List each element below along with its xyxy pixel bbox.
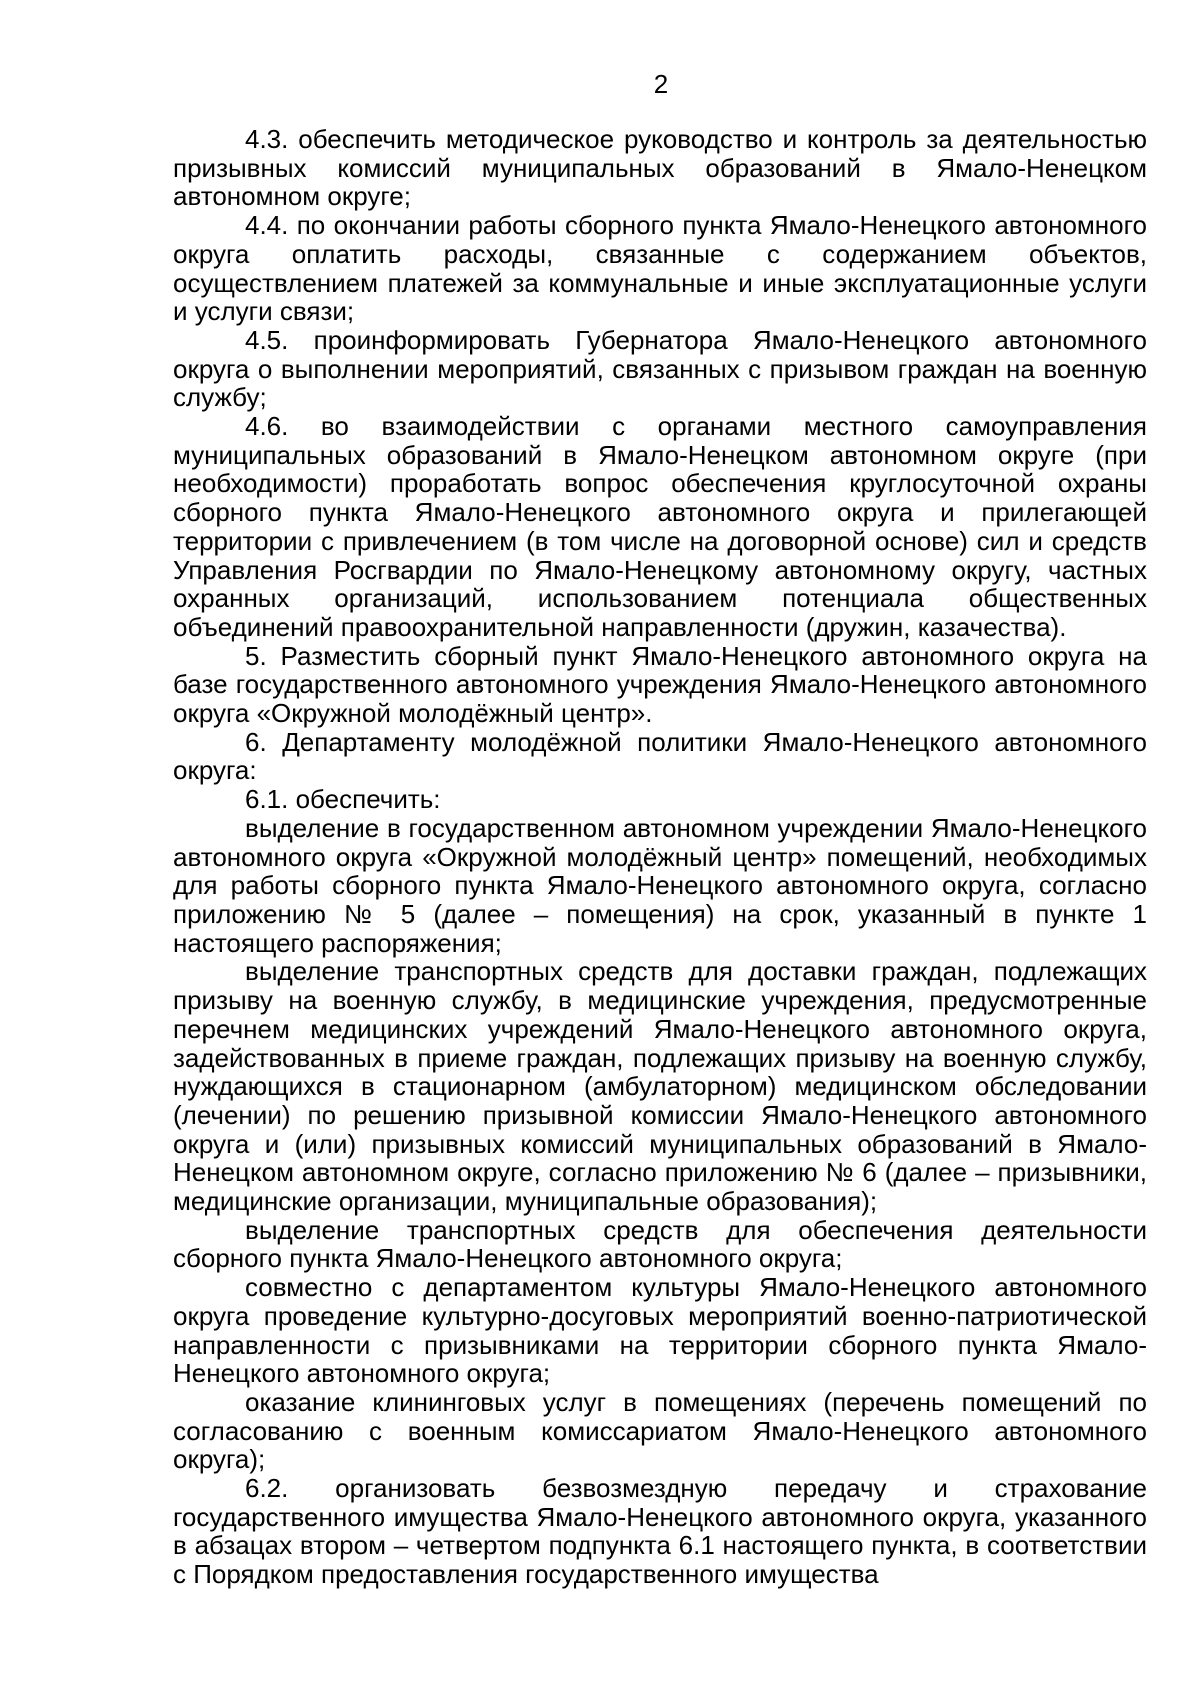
paragraph-5: 5. Разместить сборный пункт Ямало-Ненецкого автономного округа на базе государственного автономного учреждения Ямало-Ненецкого автономного округа «Окружной молодёжный центр». [173,640,1147,729]
paragraph-6-1-cleaning: оказание клининговых услуг в помещениях (перечень помещений по согласованию с военным комиссариатом Ямало-Ненецкого автономного округа); [173,1386,1147,1475]
paragraph-4-4: 4.4. по окончании работы сборного пункта Ямало-Ненецкого автономного округа оплатить расходы, связанные с содержанием объектов, осуществлением платежей за коммунальные и иные эксплуатационные услуги и услуги связи; [173,210,1147,327]
paragraph-4-3: 4.3. обеспечить методическое руководство и контроль за деятельностью призывных комиссий муниципальных образований в Ямало-Ненецком автономном округе; [173,124,1147,212]
paragraph-6-2: 6.2. организовать безвозмездную передачу и страхование государственного имущества Ямало-Ненецкого автономного округа, указанного в абзацах втором – четвертом подпункта 6.1 настоящего пункта, в соответствии с Порядком предоставления государственного имущества [173,1473,1147,1590]
paragraph-6-1-transport-delivery: выделение транспортных средств для доставки граждан, подлежащих призыву на военную службу, в медицинские учреждения, предусмотренные перечнем медицинских учреждений Ямало-Ненецкого автономного округа, задействованных в приеме граждан, подлежащих призыву на военную службу, нуждающихся в стационарном (амбулаторном) медицинском обследовании (лечении) по решению призывной комиссии Ямало-Ненецкого автономного округа и (или) призывных комиссий муниципальных образований в Ямало-Ненецком автономном округе, согласно приложению № 6 (далее – призывники, медицинские организации, муниципальные образования); [173,956,1147,1217]
paragraph-4-6: 4.6. во взаимодействии с органами местного самоуправления муниципальных образований в Ямало-Ненецком автономном округе (при необходимости) проработать вопрос обеспечения круглосуточной охраны сборного пункта Ямало-Ненецкого автономного округа и прилегающей территории с привлечением (в том числе на договорной основе) сил и средств Управления Росгвардии по Ямало-Ненецкому автономному округу, частных охранных организаций, использованием потенциала общественных объединений правоохранительной направленности (дружин, казачества). [173,411,1147,642]
paragraph-6-1: 6.1. обеспечить: [245,784,441,815]
page-number: 2 [653,69,669,99]
paragraph-4-5: 4.5. проинформировать Губернатора Ямало-Ненецкого автономного округа о выполнении мероприятий, связанных с призывом граждан на военную службу; [173,324,1147,413]
paragraph-6-1-premises: выделение в государственном автономном учреждении Ямало-Ненецкого автономного округа «Окружной молодёжный центр» помещений, необходимых для работы сборного пункта Ямало-Ненецкого автономного округа, согласно приложению № 5 (далее – помещения) на срок, указанный в пункте 1 настоящего распоряжения; [173,812,1147,958]
paragraph-6: 6. Департаменту молодёжной политики Ямало-Ненецкого автономного округа: [173,726,1147,786]
paragraph-6-1-transport-operations: выделение транспортных средств для обеспечения деятельности сборного пункта Ямало-Ненецкого автономного округа; [173,1214,1147,1274]
document-body [173,125,1147,1589]
paragraph-6-1-cultural-events: совместно с департаментом культуры Ямало-Ненецкого автономного округа проведение культурно-досуговых мероприятий военно-патриотической направленности с призывниками на территории сборного пункта Ямало-Ненецкого автономного округа; [173,1272,1147,1389]
